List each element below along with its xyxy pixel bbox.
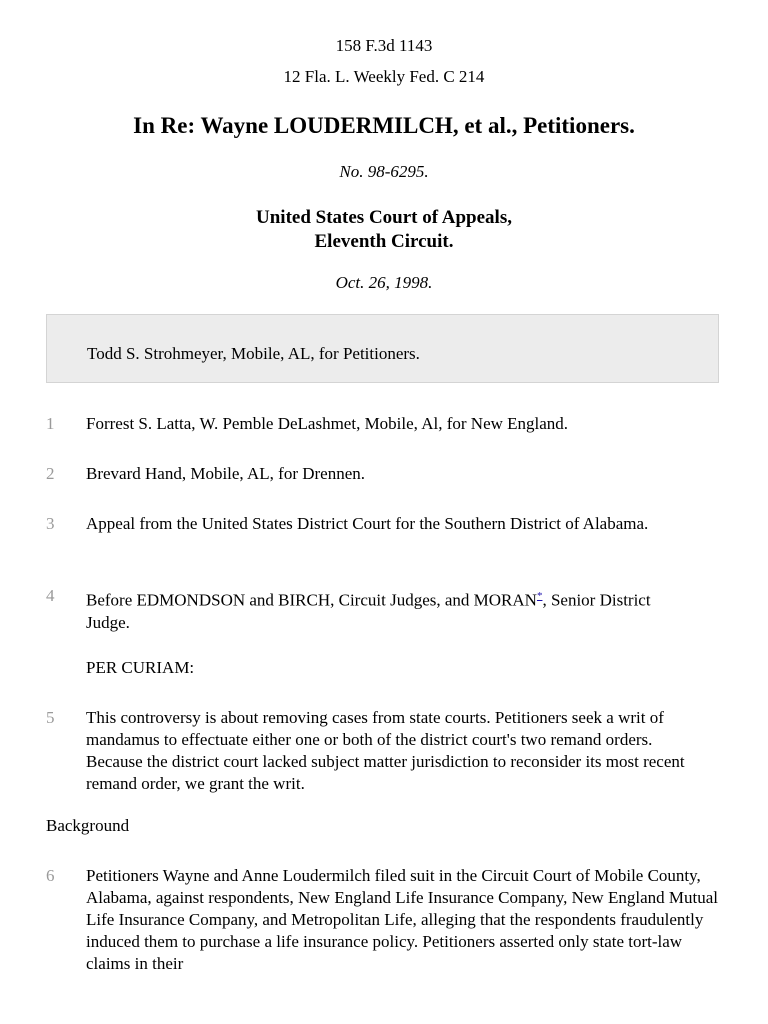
paragraph-text: This controversy is about removing cases from state courts. Petitioners seek a writ of mandamus to effectuate either one or both of the district court's two remand orders. Because the district court lacked subject matter jurisdiction to reconsider its most recent remand order, we grant the writ. <box>86 708 685 793</box>
paragraph-number: 2 <box>46 464 55 483</box>
paragraph-text-before: Before EDMONDSON and BIRCH, Circuit Judges, and MORAN <box>86 590 537 610</box>
paragraph-number: 1 <box>46 414 55 433</box>
counsel-box <box>46 314 719 383</box>
citation-weekly: 12 Fla. L. Weekly Fed. C 214 <box>283 67 485 86</box>
decision-date: Oct. 26, 1998. <box>335 273 433 292</box>
paragraph-text: Forrest S. Latta, W. Pemble DeLashmet, Mobile, Al, for New England. <box>86 414 569 433</box>
paragraph-text: Petitioners Wayne and Anne Loudermilch filed suit in the Circuit Court of Mobile County, Alabama, against respondents, New England Life Insurance Company, New England Mutual Life Insurance Company, and Metropolitan Life, alleging that the respondents fraudulently induced them to purchase a life insurance policy. Petitioners asserted only state tort-law claims in their <box>86 866 718 973</box>
paragraph-number: 3 <box>46 514 55 533</box>
court-name-line-1: United States Court of Appeals, <box>256 207 512 228</box>
citation-reporter: 158 F.3d 1143 <box>335 36 433 55</box>
paragraph-text <box>86 585 698 634</box>
counsel-petitioners: Todd S. Strohmeyer, Mobile, AL, for Petitioners. <box>87 344 420 363</box>
paragraph-number: 4 <box>46 586 55 605</box>
paragraph-text-after: , Senior District Judge. <box>86 590 651 632</box>
paragraph-text: Appeal from the United States District Court for the Southern District of Alabama. <box>86 514 649 533</box>
section-heading-background: Background <box>46 816 130 835</box>
per-curiam-label: PER CURIAM: <box>86 658 195 677</box>
paragraph-number: 6 <box>46 866 55 885</box>
court-name <box>0 206 768 254</box>
footnote-link[interactable]: * <box>536 590 543 602</box>
paragraph-number: 5 <box>46 708 55 727</box>
docket-number: No. 98-6295. <box>339 162 429 181</box>
court-name-line-2: Eleventh Circuit. <box>314 231 454 252</box>
case-title: In Re: Wayne LOUDERMILCH, et al., Petitioners. <box>133 113 635 138</box>
paragraph-text: Brevard Hand, Mobile, AL, for Drennen. <box>86 464 366 483</box>
